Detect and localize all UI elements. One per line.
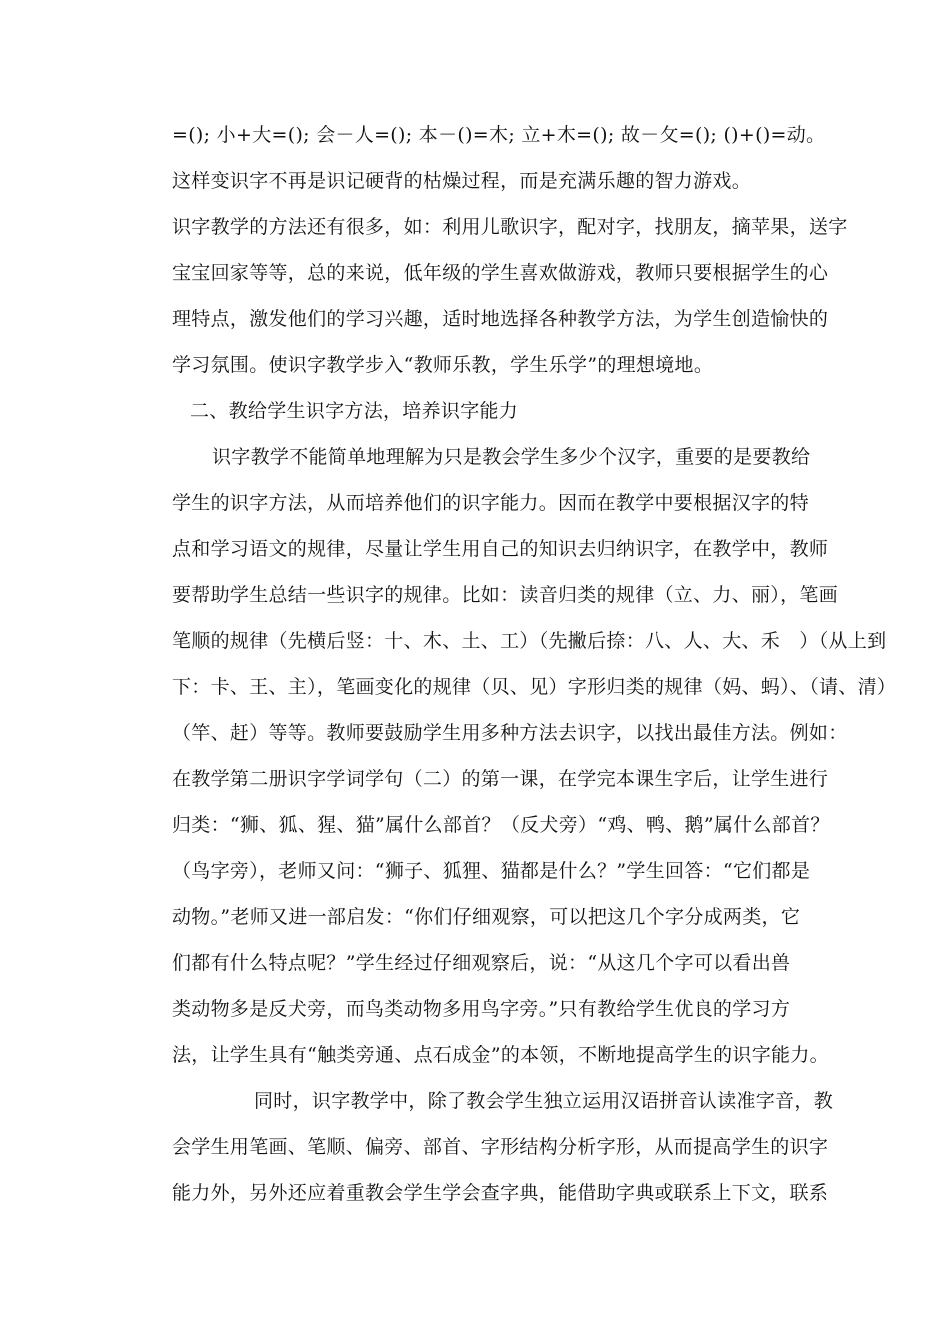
- body-text-line: 法，让学生具有“触类旁通、点石成金”的本领，不断地提高学生的识字能力。: [172, 1044, 829, 1066]
- body-text-line: 能力外，另外还应着重教会学生学会查字典，能借助字典或联系上下文，联系: [172, 1182, 829, 1204]
- body-text-line: （鸟字旁），老师又问：“狮子、狐狸、猫都是什么？”学生回答：“它们都是: [172, 860, 811, 882]
- body-text-line: 笔顺的规律（先横后竖：十、木、土、工）（先撇后捺：八、人、大、禾 ）（从上到: [172, 630, 887, 652]
- body-text-line: 要帮助学生总结一些识字的规律。比如：读音归类的规律（立、力、丽），笔画: [172, 584, 839, 606]
- body-text-line: 宝宝回家等等，总的来说，低年级的学生喜欢做游戏，教师只要根据学生的心: [172, 262, 829, 284]
- body-text-line: 会学生用笔画、笔顺、偏旁、部首、字形结构分析字形，从而提高学生的识字: [172, 1136, 829, 1158]
- body-text-line: 点和学习语文的规律，尽量让学生用自己的知识去归纳识字，在教学中，教师: [172, 538, 829, 560]
- body-text-line: 类动物多是反犬旁，而鸟类动物多用鸟字旁。”只有教给学生优良的学习方: [172, 998, 791, 1020]
- body-text-line: 们都有什么特点呢？”学生经过仔细观察后，说：“从这几个字可以看出兽: [172, 952, 791, 974]
- body-text-line: 识字教学的方法还有很多，如：利用儿歌识字，配对字，找朋友，摘苹果，送字: [172, 216, 848, 238]
- body-text-line: 下：卡、王、主），笔画变化的规律（贝、见）字形归类的规律（妈、蚂）、（请、清）: [172, 676, 897, 698]
- body-text-line: 理特点，激发他们的学习兴趣，适时地选择各种教学方法，为学生创造愉快的: [172, 308, 829, 330]
- body-text-line: （竿、赶）等等。教师要鼓励学生用多种方法去识字，以找出最佳方法。例如：: [172, 722, 848, 744]
- body-text-line: 这样变识字不再是识记硬背的枯燥过程，而是充满乐趣的智力游戏。: [172, 170, 752, 192]
- body-text-line: 同时，识字教学中，除了教会学生独立运用汉语拼音认读准字音，教: [254, 1090, 834, 1112]
- section-heading: 二、教给学生识字方法，培养识字能力: [190, 400, 519, 422]
- body-text-line: 动物。”老师又进一部启发：“你们仔细观察，可以把这几个字分成两类，它: [172, 906, 801, 928]
- body-text-line: 学生的识字方法，从而培养他们的识字能力。因而在教学中要根据汉字的特: [172, 492, 809, 514]
- body-text-line: 归类：“狮、狐、猩、猫”属什么部首？（反犬旁）“鸡、鸭、鹅”属什么部首？: [172, 814, 830, 836]
- body-text-line: 学习氛围。使识字教学步入“教师乐教，学生乐学”的理想境地。: [172, 354, 714, 376]
- body-text-line: 在教学第二册识字学词学句（二）的第一课，在学完本课生字后，让学生进行: [172, 768, 829, 790]
- body-text-line: =(); 小+大=(); 会－人=(); 本－()=木; 立+木=(); 故－攵=(); ()+()=动。: [172, 124, 826, 146]
- body-text-line: 识字教学不能简单地理解为只是教会学生多少个汉字，重要的是要教给: [212, 446, 811, 468]
